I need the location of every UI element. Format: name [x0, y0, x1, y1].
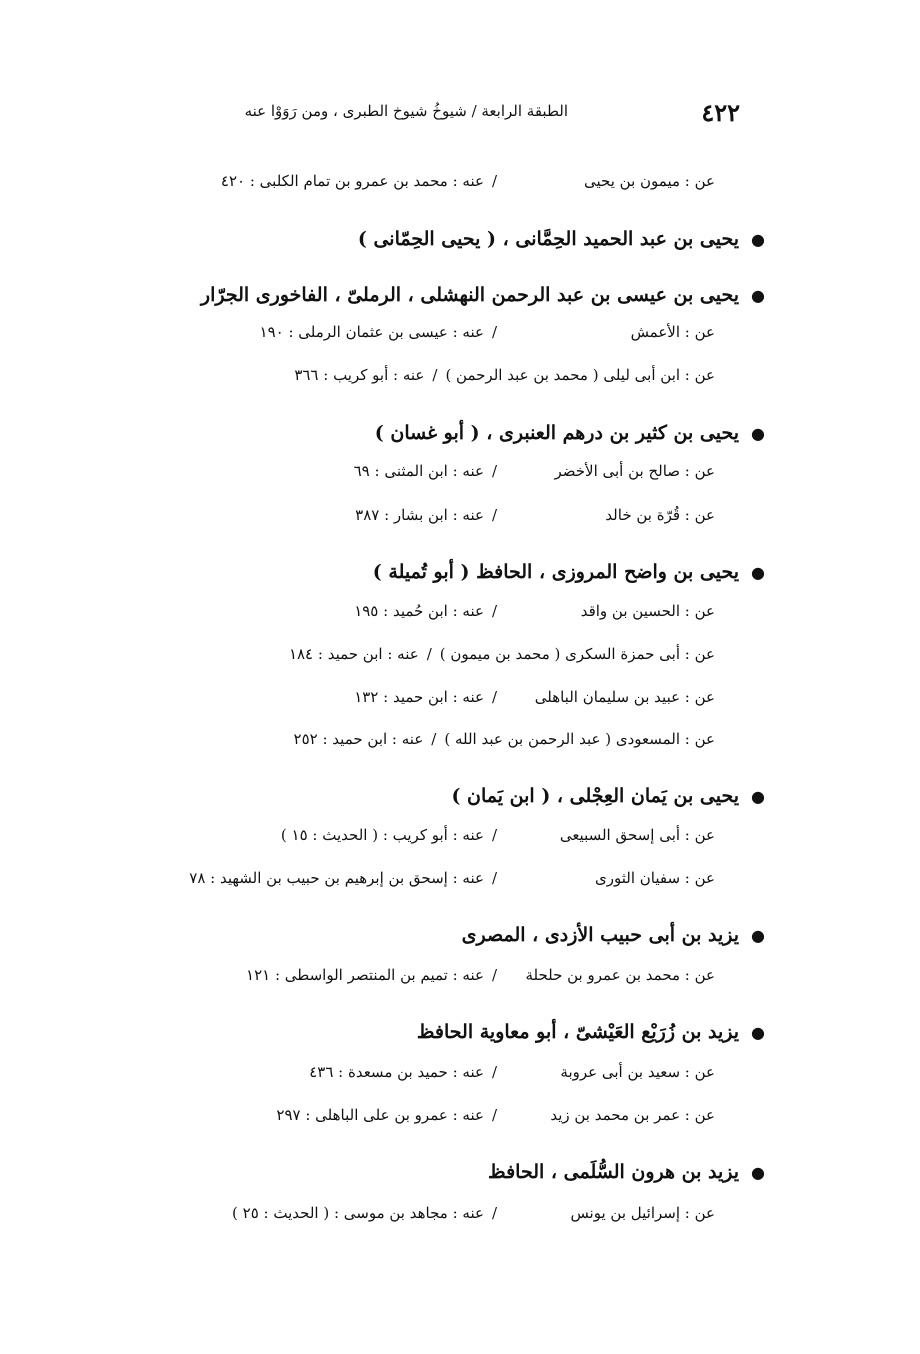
separator-slash: /: [491, 1204, 497, 1222]
narrated-from: عن : أبى حمزة السكرى ( محمد بن ميمون ): [439, 645, 715, 663]
entry-heading: [417, 1021, 765, 1051]
running-title: الطبقة الرابعة / شيوخُ شيوخ الطبرى ، ومن رَوَوْا عنه: [244, 102, 568, 120]
narrated-by: عنه : ابن حميد : ٢٥٢: [293, 730, 424, 748]
separator-slash: /: [491, 1106, 497, 1124]
entry-heading-text: يزيد بن أبى حبيب الأزدى ، المصرى: [461, 924, 740, 946]
entry-heading-text: يحيى بن كثير بن درهم العنبرى ، ( أبو غسان ): [374, 422, 740, 444]
narrated-by: عنه : تميم بن المنتصر الواسطى : ١٢١: [246, 966, 484, 984]
entry-heading: [488, 1161, 765, 1191]
separator-slash: /: [491, 966, 497, 984]
entry-heading: [451, 785, 765, 815]
narrated-from: عن : سفيان الثورى: [595, 869, 715, 887]
narration-line: [355, 506, 715, 536]
narrated-by: عنه : أبو كريب : ٣٦٦: [294, 366, 425, 384]
narrated-from: عن : الحسين بن واقد: [580, 602, 715, 620]
narrated-by: عنه : مجاهد بن موسى : ( الحديث : ٢٥ ): [232, 1204, 484, 1222]
separator-slash: /: [491, 506, 497, 524]
narrated-by: عنه : ابن بشار : ٣٨٧: [355, 506, 484, 524]
entry-heading: [373, 561, 765, 591]
narrated-from: عن : عمر بن محمد بن زيد: [550, 1106, 715, 1124]
bullet-icon: ●: [751, 926, 765, 945]
narration-line: [294, 366, 715, 396]
narrated-from: عن : إسرائيل بن يونس: [570, 1204, 715, 1222]
entry-heading: [358, 228, 765, 258]
separator-slash: /: [491, 869, 497, 887]
narration-line: [221, 172, 715, 202]
separator-slash: /: [491, 1063, 497, 1081]
narration-line: [246, 966, 715, 996]
separator-slash: /: [431, 730, 437, 748]
narrated-from: عن : أبى إسحق السبيعى: [559, 826, 715, 844]
narration-line: [276, 1106, 715, 1136]
narrated-by: عنه : ابن حميد : ١٨٤: [288, 645, 419, 663]
entry-heading-text: يحيى بن عبد الحميد الحِمَّانى ، ( يحيى الحِمّانى ): [357, 228, 740, 250]
bullet-icon: ●: [751, 286, 765, 305]
bullet-icon: ●: [751, 1023, 765, 1042]
narration-line: [354, 602, 715, 632]
bullet-icon: ●: [751, 230, 765, 249]
page-number: ٤٢٢: [701, 98, 740, 127]
bullet-icon: ●: [751, 563, 765, 582]
entry-heading: [375, 422, 765, 452]
separator-slash: /: [491, 323, 497, 341]
narration-line: [232, 1204, 715, 1234]
narrated-from: عن : المسعودى ( عبد الرحمن بن عبد الله ): [444, 730, 715, 748]
narration-line: [260, 323, 715, 353]
narrated-from: عن : صالح بن أبى الأخضر: [554, 462, 715, 480]
narration-line: [294, 730, 715, 760]
narrated-from: عن : عبيد بن سليمان الباهلى: [534, 688, 715, 706]
separator-slash: /: [491, 826, 497, 844]
entry-heading-text: يزيد بن زُرَيْع العَيْشىّ ، أبو معاوية الحافظ: [416, 1021, 740, 1043]
narrated-by: عنه : محمد بن عمرو بن تمام الكلبى : ٤٢٠: [220, 172, 484, 190]
narrated-from: عن : محمد بن عمرو بن حلحلة: [525, 966, 715, 984]
separator-slash: /: [426, 645, 432, 663]
bullet-icon: ●: [751, 787, 765, 806]
separator-slash: /: [491, 462, 497, 480]
narrated-from: عن : سعيد بن أبى عروبة: [560, 1063, 715, 1081]
entry-heading-text: يزيد بن هرون السُّلَمى ، الحافظ: [488, 1161, 740, 1183]
narration-line: [281, 826, 715, 856]
narrated-by: عنه : أبو كريب : ( الحديث : ١٥ ): [280, 826, 484, 844]
narrated-by: عنه : ابن حميد : ١٣٢: [354, 688, 484, 706]
page-header: [240, 98, 740, 132]
entry-heading-text: يحيى بن عيسى بن عبد الرحمن النهشلى ، الرملىّ ، الفاخورى الجرّار: [200, 284, 740, 306]
separator-slash: /: [491, 172, 497, 190]
narration-line: [354, 688, 715, 718]
narration-line: [189, 869, 715, 899]
separator-slash: /: [491, 688, 497, 706]
narrated-by: عنه : إسحق بن إبرهيم بن حبيب بن الشهيد : ٧٨: [189, 869, 484, 887]
entry-heading: [462, 924, 765, 954]
separator-slash: /: [491, 602, 497, 620]
narrated-by: عنه : حميد بن مسعدة : ٤٣٦: [309, 1063, 484, 1081]
entry-heading-text: يحيى بن يَمان العِجْلى ، ( ابن يَمان ): [451, 785, 740, 807]
bullet-icon: ●: [751, 424, 765, 443]
narration-line: [354, 462, 715, 492]
narrated-by: عنه : عمرو بن على الباهلى : ٢٩٧: [276, 1106, 484, 1124]
narrated-from: عن : الأعمش: [630, 323, 715, 341]
narration-line: [309, 1063, 715, 1093]
narration-line: [289, 645, 715, 675]
narrated-by: عنه : ابن حُميد : ١٩٥: [354, 602, 484, 620]
entry-heading-text: يحيى بن واضح المروزى ، الحافظ ( أبو تُميلة ): [372, 561, 740, 583]
narrated-from: عن : قُرّة بن خالد: [605, 506, 715, 524]
narrated-by: عنه : عيسى بن عثمان الرملى : ١٩٠: [259, 323, 484, 341]
entry-heading: [201, 284, 765, 314]
bullet-icon: ●: [751, 1163, 765, 1182]
narrated-from: عن : ابن أبى ليلى ( محمد بن عبد الرحمن ): [445, 366, 715, 384]
narrated-by: عنه : ابن المثنى : ٦٩: [353, 462, 484, 480]
separator-slash: /: [432, 366, 438, 384]
narrated-from: عن : ميمون بن يحيى: [584, 172, 715, 190]
